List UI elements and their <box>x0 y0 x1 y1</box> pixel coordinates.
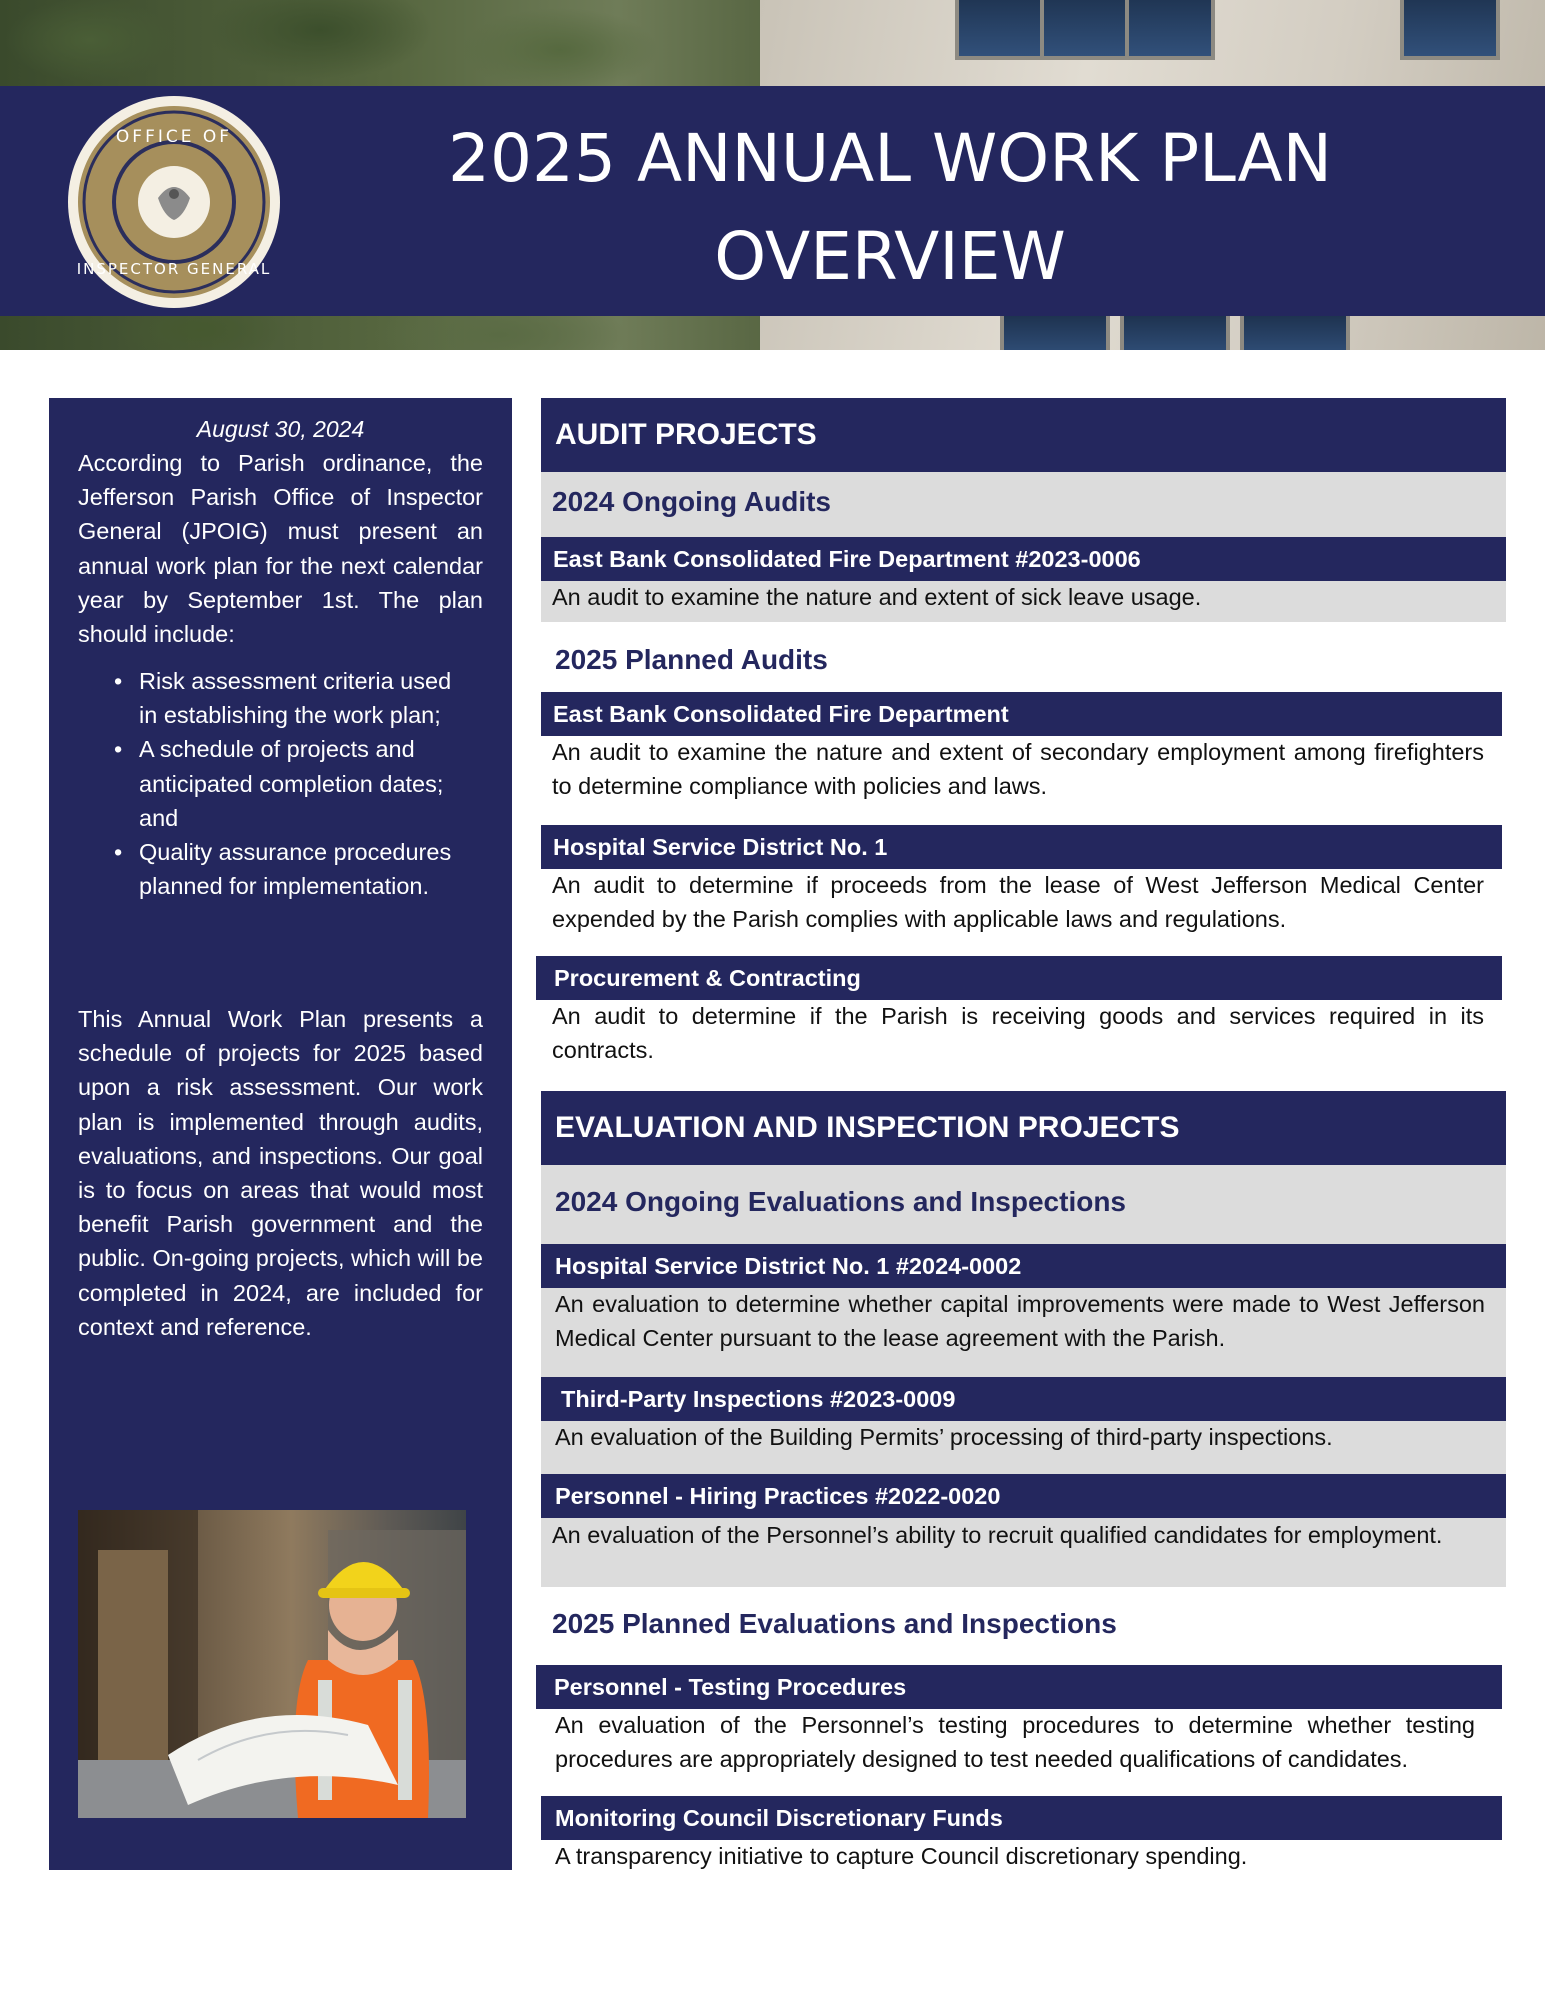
ongoing-evaluation-title: Hospital Service District No. 1 #2024-0002 <box>541 1244 1506 1288</box>
ongoing-evaluation-title: Personnel - Hiring Practices #2022-0020 <box>541 1474 1506 1518</box>
intro-sidebar <box>49 398 512 1870</box>
planned-audit-desc: An audit to determine if proceeds from the lease of West Jefferson Medical Center expended by the Parish complies with applicable laws and regulations. <box>552 872 1484 932</box>
header-banner <box>0 0 1545 350</box>
ongoing-audit-desc: An audit to examine the nature and extent of sick leave usage. <box>552 584 1202 610</box>
construction-worker-image <box>78 1510 466 1818</box>
ongoing-evaluation-title: Third-Party Inspections #2023-0009 <box>541 1377 1506 1421</box>
ongoing-audit-title: East Bank Consolidated Fire Department #2023-0006 <box>541 537 1506 581</box>
svg-text:OFFICE OF: OFFICE OF <box>115 127 233 147</box>
body-paragraph: This Annual Work Plan presents a schedule of projects for 2025 based upon a risk assessment. Our work plan is implemented through audits, evaluations, and inspections. Our goal is to focus on areas that would most benefit Parish government and the public. On-going projects, which will be completed in 2024, are included for context and reference. <box>78 1006 483 1340</box>
planned-evaluations-heading: 2025 Planned Evaluations and Inspections <box>552 1608 1117 1639</box>
worker-photo <box>78 1510 466 1818</box>
list-item: • A schedule of projects and anticipated completion dates; and <box>139 732 469 835</box>
list-item: • Quality assurance procedures planned for implementation. <box>139 835 469 903</box>
ongoing-evaluations-heading: 2024 Ongoing Evaluations and Inspections <box>555 1186 1127 1217</box>
planned-evaluation-title: Personnel - Testing Procedures <box>536 1665 1502 1709</box>
ongoing-evaluation-desc: An evaluation to determine whether capital improvements were made to West Jefferson Medical Center pursuant to the lease agreement with the Parish. <box>555 1291 1485 1351</box>
oig-seal-logo <box>68 96 280 308</box>
planned-audit-title: Procurement & Contracting <box>536 956 1502 1000</box>
ongoing-evaluation-desc: An evaluation of the Personnel’s ability to recruit qualified candidates for employment. <box>552 1522 1443 1548</box>
ongoing-audits-heading: 2024 Ongoing Audits <box>552 486 831 517</box>
planned-evaluation-desc: A transparency initiative to capture Council discretionary spending. <box>555 1843 1248 1869</box>
planned-audits-heading: 2025 Planned Audits <box>555 644 828 675</box>
intro-paragraph: According to Parish ordinance, the Jefferson Parish Office of Inspector General (JPOIG) must present an annual work plan for the next calendar year by September 1st. The plan should include: <box>78 450 483 648</box>
title-line-2: OVERVIEW <box>714 218 1066 295</box>
planned-audit-title: Hospital Service District No. 1 <box>541 825 1502 869</box>
planned-evaluation-title: Monitoring Council Discretionary Funds <box>541 1796 1502 1840</box>
report-date: August 30, 2024 <box>196 416 365 442</box>
svg-text:INSPECTOR GENERAL: INSPECTOR GENERAL <box>76 260 272 278</box>
planned-evaluation-desc: An evaluation of the Personnel’s testing procedures to determine whether testing procedures are appropriately designed to test needed qualifications of candidates. <box>555 1712 1475 1772</box>
audit-projects-heading: AUDIT PROJECTS <box>541 398 1506 472</box>
seal-icon <box>74 102 274 302</box>
title-line-1: 2025 ANNUAL WORK PLAN <box>448 120 1332 197</box>
planned-audit-title: East Bank Consolidated Fire Department <box>541 692 1502 736</box>
ongoing-evaluation-desc: An evaluation of the Building Permits’ processing of third-party inspections. <box>555 1424 1333 1450</box>
planned-audit-desc: An audit to determine if the Parish is receiving goods and services required in its contracts. <box>552 1003 1484 1063</box>
plan-requirements-list <box>139 664 469 903</box>
planned-audit-desc: An audit to examine the nature and extent of secondary employment among firefighters to determine compliance with policies and laws. <box>552 739 1484 799</box>
evaluation-projects-heading: EVALUATION AND INSPECTION PROJECTS <box>541 1091 1506 1165</box>
page-title <box>300 110 1480 306</box>
list-item: • Risk assessment criteria used in establishing the work plan; <box>139 664 469 732</box>
